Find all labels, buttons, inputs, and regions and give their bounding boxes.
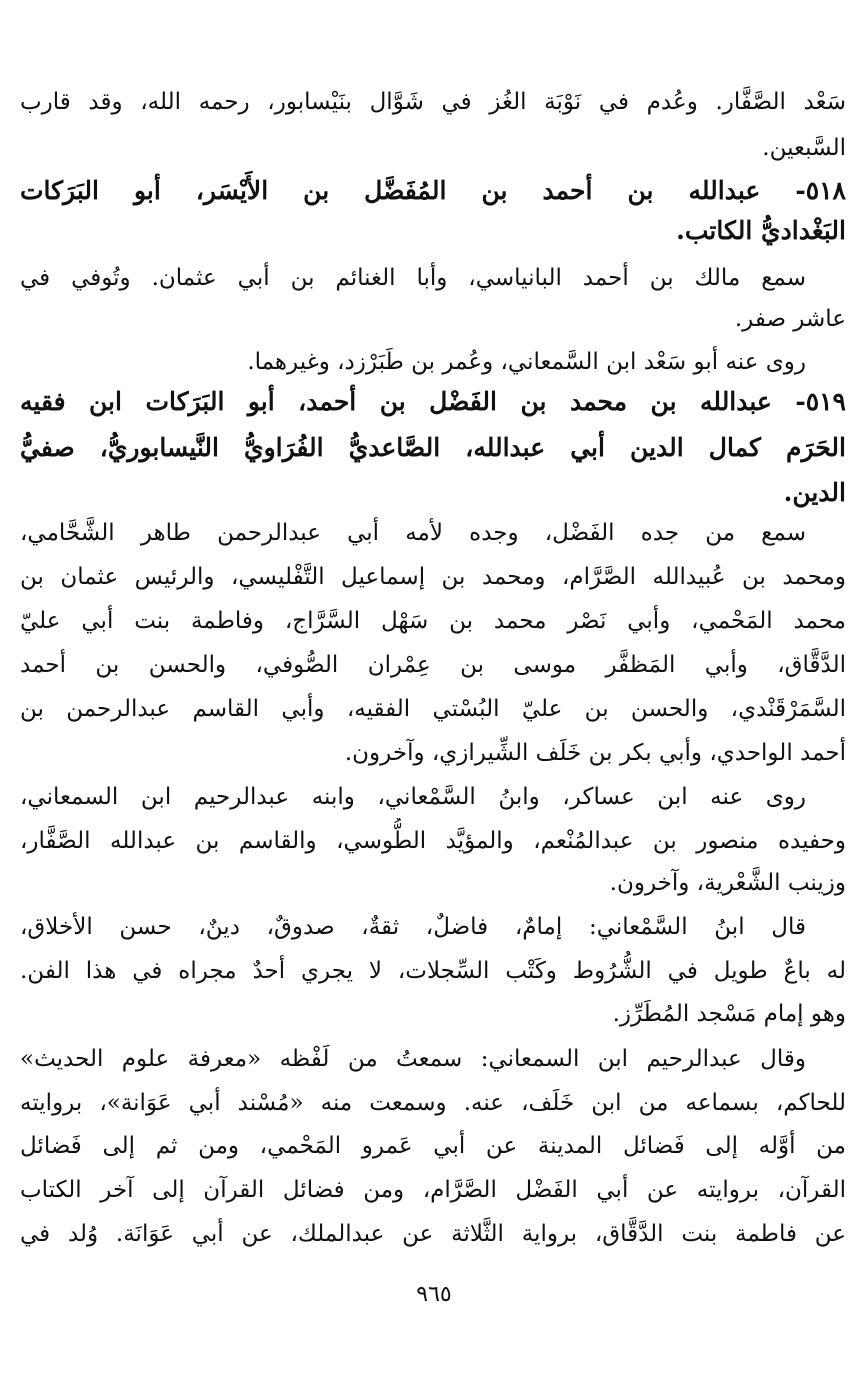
- text-line: عاشر صفر.: [734, 306, 846, 332]
- text-line: عن فاطمة بنت الدَّقَّاق، برواية الثَّلاثة عن عبدالملك، عن أبي عَوَانَة. وُلد في: [20, 1221, 846, 1247]
- text-line: سَعْد الصَّفَّار. وعُدم في نَوْبَة الغُز في شَوَّال بنَيْسابور، رحمه الله، وقد قارب: [20, 89, 846, 115]
- text-line: روى عنه ابن عساكر، وابنُ السَّمْعاني، وابنه عبدالرحيم ابن السمعاني،: [20, 784, 806, 810]
- entry-heading-519-end: الدين.: [783, 478, 846, 507]
- text-line: وحفيده منصور بن عبدالمُنْعم، والمؤيَّد الطُّوسي، والقاسم بن عبدالله الصَّفَّار،: [20, 828, 846, 854]
- text-line: الدَّقَّاق، وأبي المَظفَّر موسى بن عِمْران الصُّوفي، والحسن بن أحمد: [20, 652, 846, 678]
- text-line: وهو إمام مَسْجد المُطَرِّز.: [612, 1001, 846, 1027]
- text-line: القرآن، بروايته عن أبي الفَضْل الصَّرَّام، ومن فضائل القرآن إلى آخر الكتاب: [20, 1177, 846, 1203]
- text-line: محمد المَحْمي، وأبي نَصْر محمد بن سَهْل السَّرَّاج، وفاطمة بنت أبي عليّ: [20, 608, 846, 634]
- text-line: سمع من جده الفَضْل، وجده لأمه أبي عبدالرحمن طاهر الشَّحَّامي،: [20, 520, 806, 546]
- entry-heading-518-cont: البَغْداديُّ الكاتب.: [676, 216, 846, 245]
- text-line: أحمد الواحدي، وأبي بكر بن خَلَف الشِّيرازي، وآخرون.: [344, 740, 846, 766]
- page-number: ٩٦٥: [416, 1282, 452, 1307]
- text-line: السَّمَرْقَنْدي، والحسن بن عليّ البُسْتي الفقيه، وأبي القاسم عبدالرحمن بن: [20, 696, 846, 722]
- text-line: من أوَّله إلى فَضائل المدينة عن أبي عَمرو المَحْمي، ومن ثم إلى فَضائل: [20, 1133, 846, 1159]
- text-line: وزينب الشَّعْرية، وآخرون.: [609, 870, 846, 896]
- entry-heading-518: ٥١٨- عبدالله بن أحمد بن المُفَضَّل بن الأَيْسَر، أبو البَرَكات: [20, 176, 846, 205]
- text-line: السَّبعين.: [762, 135, 846, 161]
- text-line: سمع مالك بن أحمد البانياسي، وأبا الغنائم بن أبي عثمان. وتُوفي في: [20, 265, 806, 291]
- text-line: وقال عبدالرحيم ابن السمعاني: سمعتُ من لَفْظه «معرفة علوم الحديث»: [20, 1046, 806, 1072]
- entry-heading-519-cont: الحَرَم كمال الدين أبي عبدالله، الصَّاعديُّ الفُرَاويُّ النَّيسابوريُّ، صفيُّ: [20, 433, 846, 462]
- text-line: للحاكم، بسماعه من ابن خَلَف، عنه. وسمعت منه «مُسْند أبي عَوَانة»، بروايته: [20, 1090, 846, 1116]
- entry-heading-519: ٥١٩- عبدالله بن محمد بن الفَضْل بن أحمد، أبو البَرَكات ابن فقيه: [20, 387, 846, 416]
- text-line: قال ابنُ السَّمْعاني: إمامٌ، فاضلٌ، ثقةٌ، صدوقٌ، دينٌ، حسن الأخلاق،: [20, 914, 806, 940]
- text-line: له باعٌ طويل في الشُّرُوط وكَتْب السِّجلات، لا يجري أحدٌ مجراه في هذا الفن.: [20, 958, 846, 984]
- text-line: روى عنه أبو سَعْد ابن السَّمعاني، وعُمر بن طَبَرْزد، وغيرهما.: [247, 349, 806, 375]
- text-line: ومحمد بن عُبيدالله الصَّرَّام، ومحمد بن إسماعيل التَّفْليسي، والرئيس عثمان بن: [20, 564, 846, 590]
